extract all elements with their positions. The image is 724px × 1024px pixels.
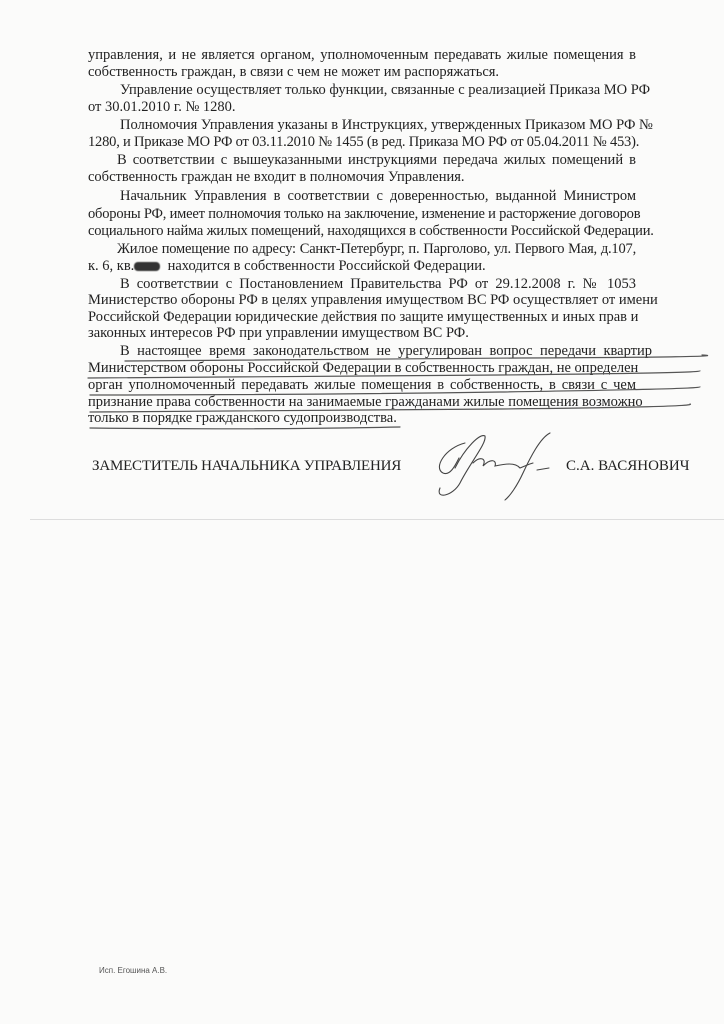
signatory-name: С.А. ВАСЯНОВИЧ — [566, 458, 690, 474]
text-line: орган уполномоченный передавать жилые помещения в собственность, в связи с чем — [88, 377, 636, 393]
text-line: Полномочия Управления указаны в Инструкциях, утвержденных Приказом МО РФ № — [120, 117, 653, 133]
text-line: В настоящее время законодательством не урегулирован вопрос передачи квартир — [120, 343, 652, 359]
handwritten-signature — [425, 428, 565, 503]
address-prefix: к. 6, кв. — [88, 258, 135, 274]
text-line: Министерством обороны Российской Федерации в собственность граждан, не определен — [88, 360, 639, 376]
address-suffix: находится в собственности Российской Федерации. — [167, 258, 486, 274]
text-line: социального найма жилых помещений, находящихся в собственности Российской Федерации. — [88, 223, 654, 239]
text-line: Начальник Управления в соответствии с доверенностью, выданной Министром — [120, 188, 636, 204]
text-line: законных интересов РФ при управлении имуществом ВС РФ. — [88, 325, 469, 341]
page-fold-line — [30, 519, 724, 520]
text-line: В соответствии с вышеуказанными инструкциями передача жилых помещений в — [117, 152, 636, 168]
text-line: Министерство обороны РФ в целях управления имуществом ВС РФ осуществляет от имени — [88, 292, 658, 308]
text-line: от 30.01.2010 г. № 1280. — [88, 99, 236, 115]
text-line: управления, и не является органом, уполномоченным передавать жилые помещения в — [88, 47, 636, 63]
text-line: собственность граждан, в связи с чем не может им распоряжаться. — [88, 64, 500, 80]
text-line: 1280, и Приказе МО РФ от 03.11.2010 № 1455 (в ред. Приказа МО РФ от 05.04.2011 № 453). — [88, 134, 640, 150]
text-line: признание права собственности на занимаемые гражданами жилые помещения возможно — [88, 394, 643, 410]
text-line: только в порядке гражданского судопроизводства. — [88, 410, 397, 426]
text-line: Российской Федерации юридические действия по защите имущественных и иных прав и — [88, 309, 639, 325]
text-line: собственность граждан не входит в полномочия Управления. — [88, 169, 465, 185]
signatory-title: ЗАМЕСТИТЕЛЬ НАЧАЛЬНИКА УПРАВЛЕНИЯ — [92, 458, 402, 474]
text-line: В соответствии с Постановлением Правительства РФ от 29.12.2008 г. № 1053 — [120, 276, 636, 292]
executor-note: Исп. Егошина А.В. — [99, 966, 168, 975]
text-line: Управление осуществляет только функции, связанные с реализацией Приказа МО РФ — [120, 82, 651, 98]
text-line: обороны РФ, имеет полномочия только на заключение, изменение и расторжение договоров — [88, 206, 641, 222]
text-line: Жилое помещение по адресу: Санкт-Петербург, п. Парголово, ул. Первого Мая, д.107, — [117, 241, 636, 257]
